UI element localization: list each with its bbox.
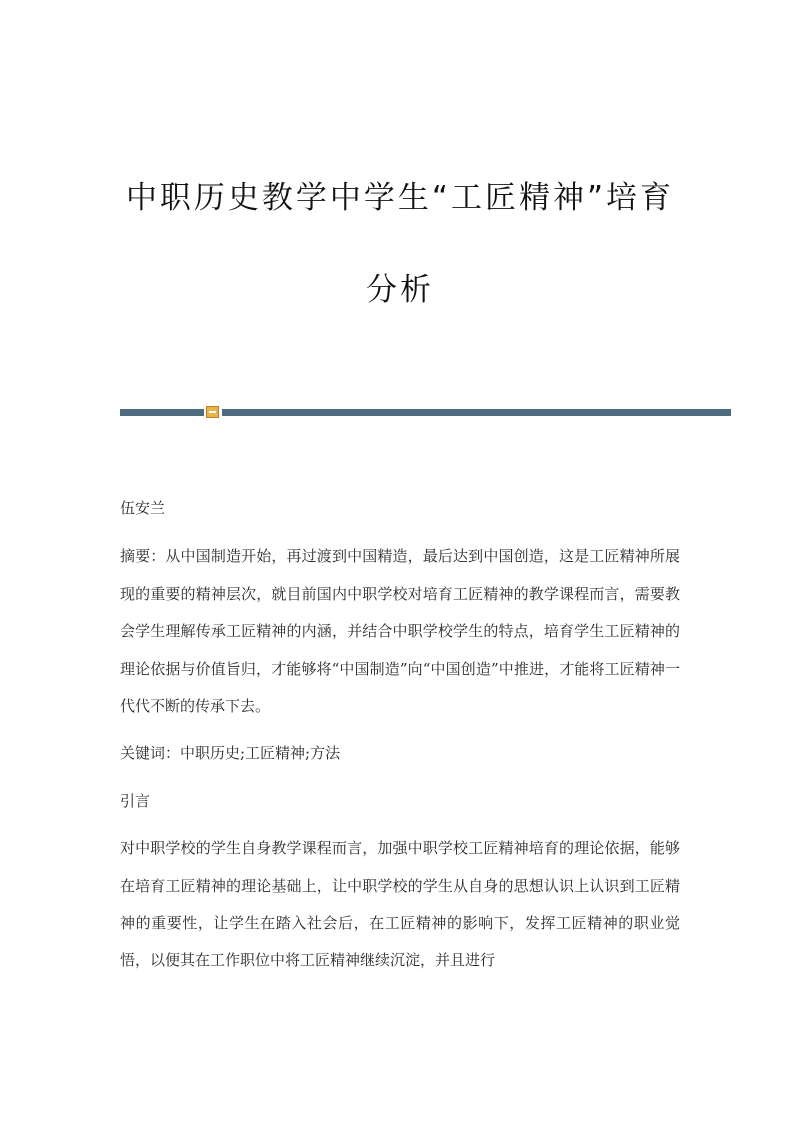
keywords-line: 关键词：中职历史;工匠精神;方法 [120, 744, 341, 763]
divider-bar-right [222, 409, 731, 416]
abstract-paragraph: 摘要：从中国制造开始，再过渡到中国精造，最后达到中国创造，这是工匠精神所展现的重要的精神层次，就目前国内中职学校对培育工匠精神的教学课程而言，需要教会学生理解传承工匠精神的内涵，并结合中职学校学生的特点，培育学生工匠精神的理论依据与价值旨归，才能够将“中国制造”向“中国创造”中推进，才能将工匠精神一代代不断的传承下去。 [120, 547, 680, 716]
intro-paragraph: 对中职学校的学生自身教学课程而言，加强中职学校工匠精神培育的理论依据，能够在培育工匠精神的理论基础上，让中职学校的学生从自身的思想认识上认识到工匠精神的重要性，让学生在踏入社会后，在工匠精神的影响下，发挥工匠精神的职业觉悟，以便其在工作职位中将工匠精神继续沉淀，并且进行 [120, 839, 680, 970]
document-body [120, 490, 680, 980]
divider-bar-left [120, 409, 204, 416]
document-title [0, 176, 800, 312]
book-emblem-icon [206, 406, 219, 418]
intro-heading: 引言 [120, 791, 151, 810]
title-line-2: 分析 [366, 272, 434, 308]
author-name: 伍安兰 [120, 499, 166, 517]
title-divider [120, 409, 731, 416]
title-line-1: 中职历史教学中学生“工匠精神”培育 [125, 180, 675, 216]
